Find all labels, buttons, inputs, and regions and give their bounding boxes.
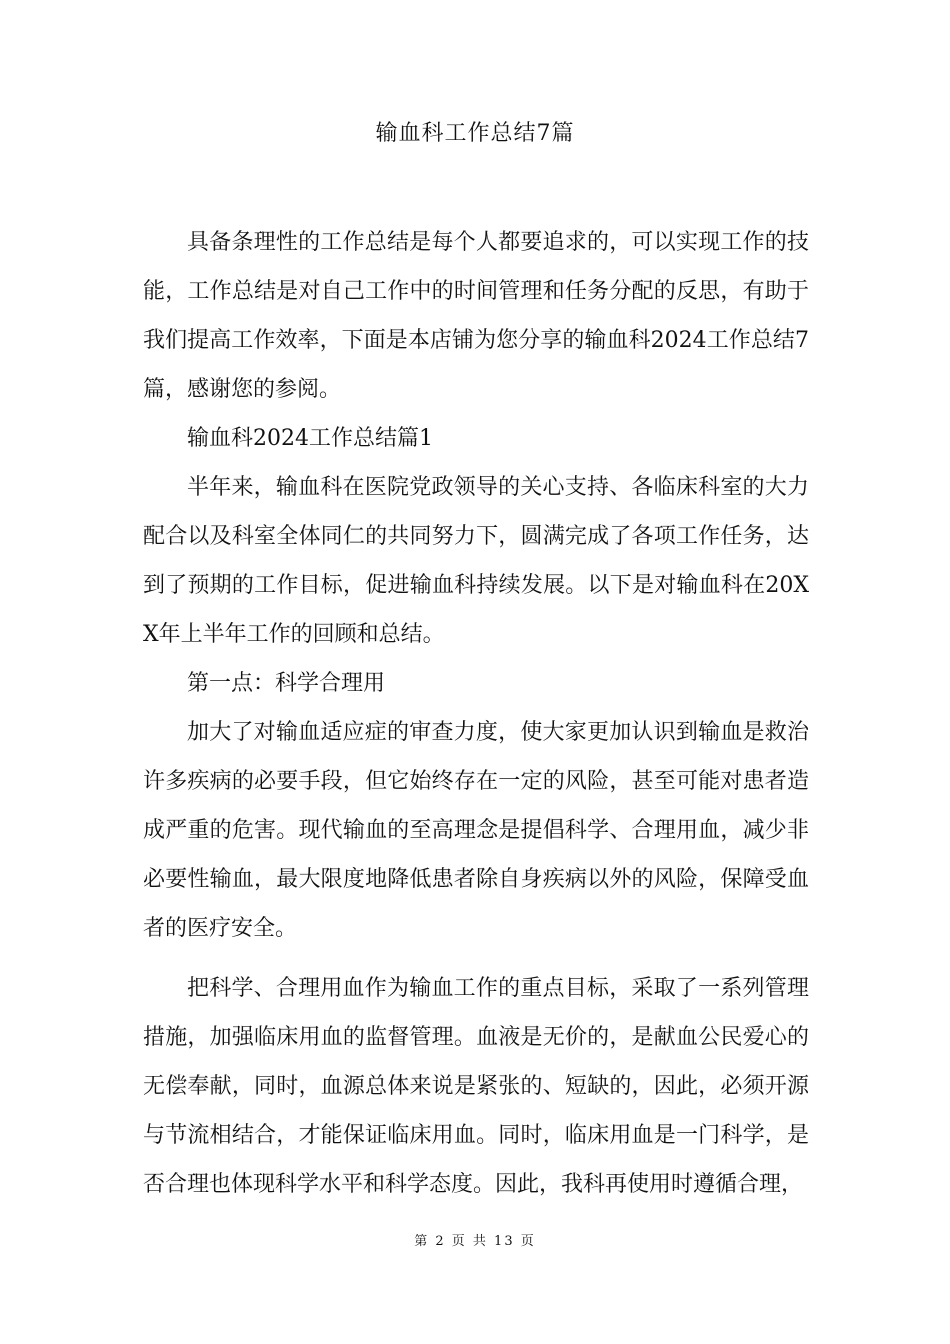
document-title: 输血科工作总结7篇 [375, 121, 575, 146]
page-footer: 第 2 页 共 13 页 [414, 1234, 536, 1249]
document-body [143, 218, 809, 1209]
body-paragraph: 加大了对输血适应症的审查力度，使大家更加认识到输血是救治许多疾病的必要手段，但它始终存在一定的风险，甚至可能对患者造成严重的危害。现代输血的至高理念是提倡科学、合理用血，减少非必要性输血，最大限度地降低患者除自身疾病以外的风险，保障受血者的医疗安全。 [143, 720, 809, 941]
body-paragraph: 把科学、合理用血作为输血工作的重点目标，采取了一系列管理措施，加强临床用血的监督管理。血液是无价的，是献血公民爱心的无偿奉献，同时，血源总体来说是紧张的、短缺的，因此，必须开源与节流相结合，才能保证临床用血。同时，临床用血是一门科学，是否合理也体现科学水平和科学态度。因此，我科再使用时遵循合理， [143, 976, 809, 1197]
point-heading: 第一点：科学合理用 [187, 671, 386, 696]
section-heading: 输血科2024工作总结篇1 [187, 426, 433, 451]
summary-paragraph: 半年来，输血科在医院党政领导的关心支持、各临床科室的大力配合以及科室全体同仁的共同努力下，圆满完成了各项工作任务，达到了预期的工作目标，促进输血科持续发展。以下是对输血科在20XX年上半年工作的回顾和总结。 [143, 475, 809, 647]
intro-paragraph: 具备条理性的工作总结是每个人都要追求的，可以实现工作的技能，工作总结是对自己工作中的时间管理和任务分配的反思，有助于我们提高工作效率，下面是本店铺为您分享的输血科2024工作总结7篇，感谢您的参阅。 [143, 230, 809, 402]
